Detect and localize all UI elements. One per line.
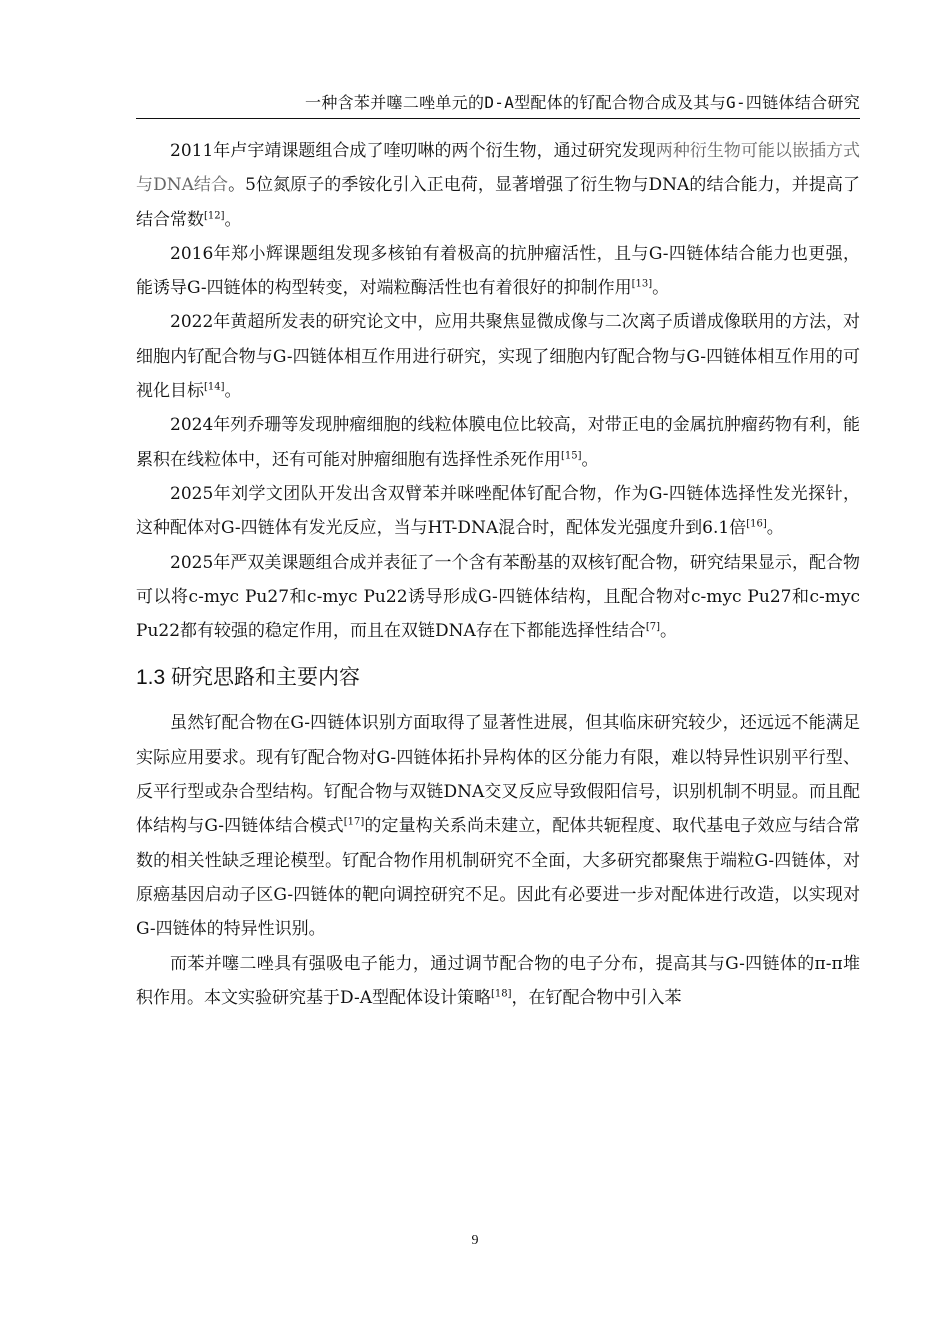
paragraph-text: 2025年刘学文团队开发出含双臂苯并咪唑配体钌配合物，作为G-四链体选择性发光探针，这种配体对G-四链体有发光反应，当与HT-DNA混合时，配体发光强度升到6.1倍 xyxy=(136,483,860,539)
paragraph-end: 。 xyxy=(659,621,677,642)
paragraph-text: 2025年严双美课题组合成并表征了一个含有苯酚基的双核钌配合物，研究结果显示，配合物可以将c-myc Pu27和c-myc Pu22诱导形成G-四链体结构，且配合物对c-myc Pu27和c-myc Pu22都有较强的稳定作用，而且在双链DNA存在下都能选择性结合 xyxy=(136,552,860,642)
paragraph-text: 。5位氮原子的季铵化引入正电荷，显著增强了衍生物与DNA的结合能力，并提高了结合常数 xyxy=(136,175,860,230)
section-heading: 1.3 研究思路和主要内容 xyxy=(136,666,361,690)
paragraph-text: 2022年黄超所发表的研究论文中，应用共聚焦显微成像与二次离子质谱成像联用的方法，对细胞内钌配合物与G-四链体相互作用进行研究，实现了细胞内钌配合物与G-四链体相互作用的可视化目标 xyxy=(136,312,860,402)
paragraph-yan-shuangmei xyxy=(136,546,860,649)
paragraph-end: 。 xyxy=(224,381,242,402)
paragraph-end: 。 xyxy=(224,209,242,230)
citation-ref: [17] xyxy=(343,816,365,828)
paragraph-zheng-xiaohui xyxy=(136,237,860,306)
paragraph-lie-qiaoshan xyxy=(136,408,860,477)
citation-ref: [18] xyxy=(490,988,512,1000)
paragraph-text: ，在钌配合物中引入苯 xyxy=(511,987,682,1008)
citation-ref: [16] xyxy=(746,518,767,530)
paragraph-end: 。 xyxy=(652,278,670,299)
body-text xyxy=(136,134,860,1015)
paragraph-text: 的定量构关系尚未建立，配体共轭程度、取代基电子效应与结合常数的相关性缺乏理论模型。钌配合物作用机制研究不全面，大多研究都聚焦于端粒G-四链体，对原癌基因启动子区G-四链体的靶向调控研究不足。因此有必要进一步对配体进行改造，以实现对G-四链体的特异性识别。 xyxy=(136,816,861,940)
page-number: 9 xyxy=(471,1233,479,1248)
paragraph-text: 2024年列乔珊等发现肿瘤细胞的线粒体膜电位比较高，对带正电的金属抗肿瘤药物有利，能累积在线粒体中，还有可能对肿瘤细胞有选择性杀死作用 xyxy=(136,415,860,470)
citation-ref: [14] xyxy=(204,381,225,393)
paragraph-research-idea xyxy=(136,706,860,946)
paragraph-benzothiadiazole xyxy=(136,947,860,1016)
paragraph-end: 。 xyxy=(581,449,599,470)
paragraph-huang-chao xyxy=(136,305,860,408)
citation-ref: [15] xyxy=(561,450,582,462)
citation-ref: [13] xyxy=(631,278,653,290)
paragraph-lu-yujing xyxy=(136,134,860,237)
paragraph-text: 2016年郑小辉课题组发现多核铂有着极高的抗肿瘤活性，且与G-四链体结合能力也更强，能诱导G-四链体的构型转变，对端粒酶活性也有着很好的抑制作用 xyxy=(136,243,860,299)
paragraph-end: 。 xyxy=(766,518,784,539)
paragraph-text: 虽然钌配合物在G-四链体识别方面取得了显著性进展，但其临床研究较少，还远远不能满足实际应用要求。现有钌配合物对G-四链体拓扑异构体的区分能力有限，难以特异性识别平行型、反平行型或杂合型结构。钌配合物与双链DNA交叉反应导致假阳信号，识别机制不明显。而且配体结构与G-四链体结合模式 xyxy=(136,713,860,837)
header-rule xyxy=(136,118,860,119)
citation-ref: [12] xyxy=(204,209,225,221)
gray-highlight-text: 两种衍生物可能以嵌插方式与DNA结合 xyxy=(136,141,861,196)
paragraph-text: 2011年卢宇靖课题组合成了喹叨啉的两个衍生物，通过研究发现 xyxy=(170,141,656,161)
running-header: 一种含苯并噻二唑单元的D-A型配体的钌配合物合成及其与G-四链体结合研究 xyxy=(305,93,860,112)
citation-ref: [7] xyxy=(645,621,660,633)
paragraph-liu-xuewen xyxy=(136,477,860,546)
paragraph-text: 而苯并噻二唑具有强吸电子能力，通过调节配合物的电子分布，提高其与G-四链体的π-π堆积作用。本文实验研究基于D-A型配体设计策略 xyxy=(136,953,860,1008)
